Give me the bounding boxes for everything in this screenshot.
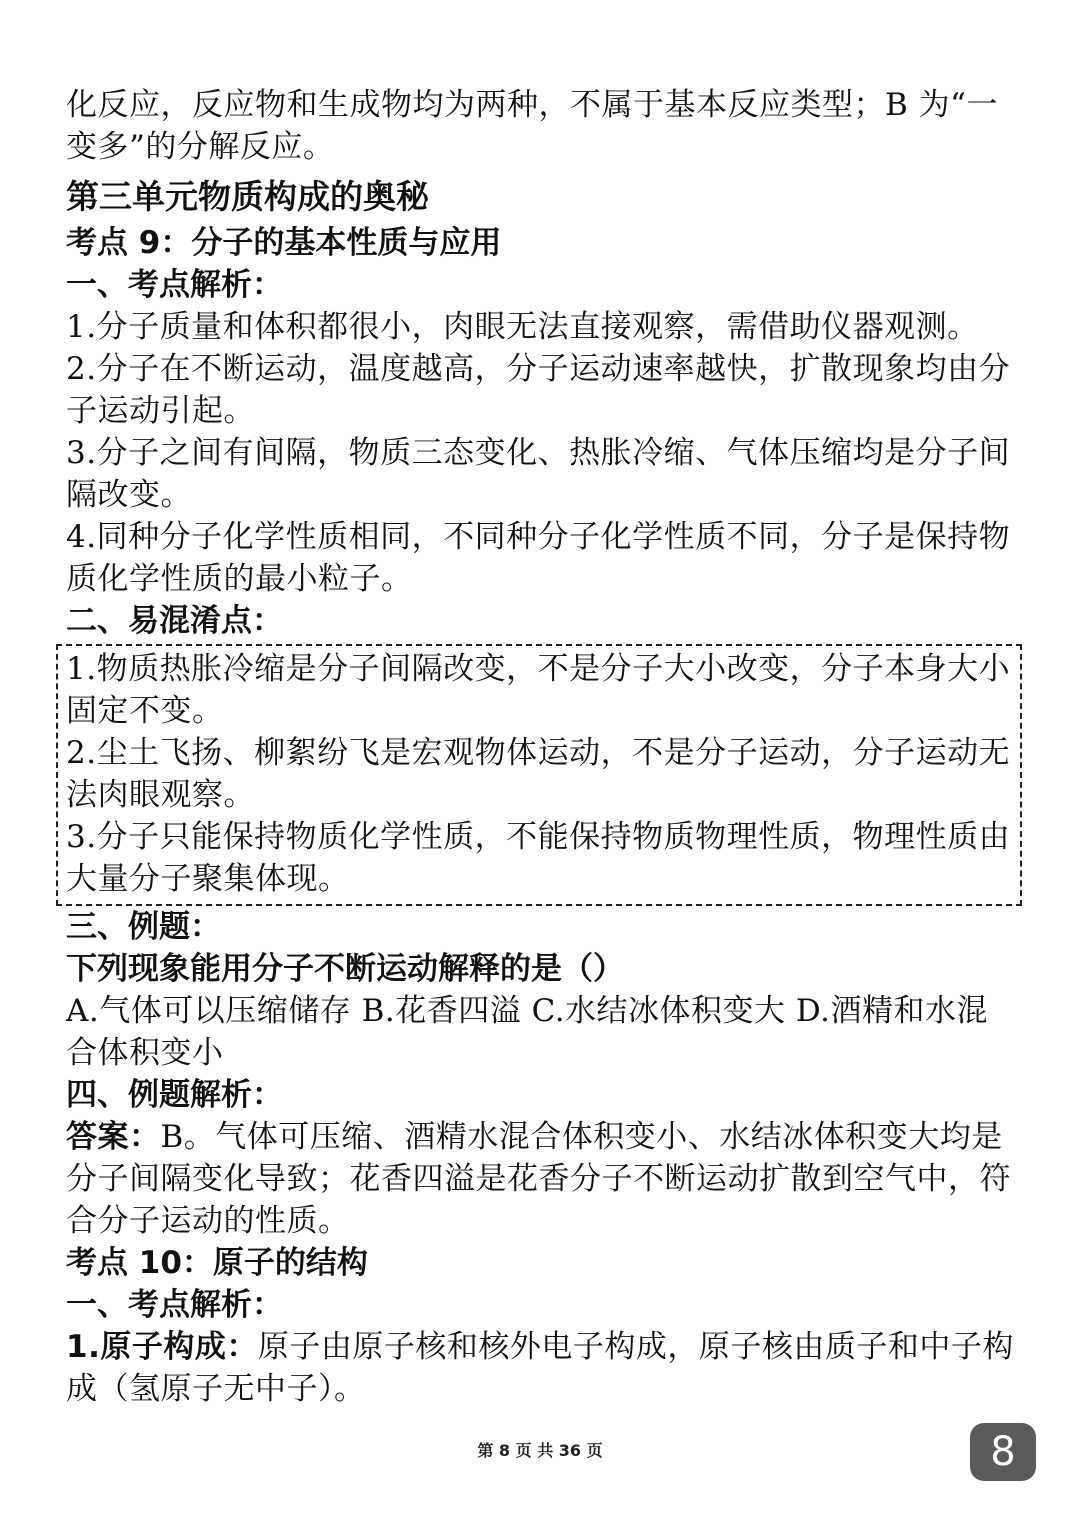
confusion-item-3: 3.分子只能保持物质化学性质，不能保持物质物理性质，物理性质由大量分子聚集体现。	[66, 819, 1011, 897]
confusion-item-2: 2.尘土飞扬、柳絮纷飞是宏观物体运动，不是分子运动，分子运动无法肉眼观察。	[66, 735, 1011, 813]
topic9-analysis-item-4: 4.同种分子化学性质相同，不同种分子化学性质不同，分子是保持物质化学性质的最小粒子。	[66, 519, 1011, 597]
top-paragraph-line-1: 化反应，反应物和生成物均为两种，不属于基本反应类型；B 为“一	[66, 87, 998, 123]
topic9-analysis-item-3: 3.分子之间有间隔，物质三态变化、热胀冷缩、气体压缩均是分子间隔改变。	[66, 435, 1011, 513]
example-options: A.气体可以压缩储存 B.花香四溢 C.水结冰体积变大 D.酒精和水混合体积变小	[66, 993, 989, 1071]
topic9-analysis-heading: 一、考点解析：	[66, 267, 283, 303]
page-footer: 第 8 页 共 36 页	[477, 1441, 603, 1460]
top-paragraph-line-2: 变多”的分解反应。	[66, 129, 335, 165]
topic10-item-1-label: 1.原子构成：	[66, 1329, 258, 1365]
topic9-confusion-heading: 二、易混淆点：	[66, 603, 283, 639]
confusion-points-box	[56, 644, 1022, 906]
topic10-item-1	[66, 1326, 1016, 1410]
topic10-title: 考点 10：原子的结构	[66, 1245, 368, 1281]
answer-label: 答案：	[66, 1119, 161, 1155]
answer-paragraph	[66, 1116, 1016, 1242]
unit-title: 第三单元物质构成的奥秘	[66, 177, 429, 216]
topic9-analysis-item-1: 1.分子质量和体积都很小，肉眼无法直接观察，需借助仪器观测。	[66, 309, 979, 345]
page-number-badge: 8	[970, 1423, 1036, 1481]
topic9-example-heading: 三、例题：	[66, 909, 221, 945]
topic10-item-1-text: 原子由原子核和核外电子构成，原子核由质子和中子构成（氢原子无中子）。	[66, 1329, 1014, 1407]
document-page	[66, 84, 1016, 1410]
example-question: 下列现象能用分子不断运动解释的是（）	[66, 951, 624, 987]
confusion-item-1: 1.物质热胀冷缩是分子间隔改变，不是分子大小改变，分子本身大小固定不变。	[66, 651, 1011, 729]
answer-text: B。气体可压缩、酒精水混合体积变小、水结冰体积变大均是分子间隔变化导致；花香四溢是花香分子不断运动扩散到空气中，符合分子运动的性质。	[66, 1119, 1011, 1239]
topic9-solution-heading: 四、例题解析：	[66, 1077, 283, 1113]
topic10-analysis-heading: 一、考点解析：	[66, 1287, 283, 1323]
topic9-analysis-item-2: 2.分子在不断运动，温度越高，分子运动速率越快，扩散现象均由分子运动引起。	[66, 351, 1011, 429]
topic9-title: 考点 9：分子的基本性质与应用	[66, 225, 502, 261]
